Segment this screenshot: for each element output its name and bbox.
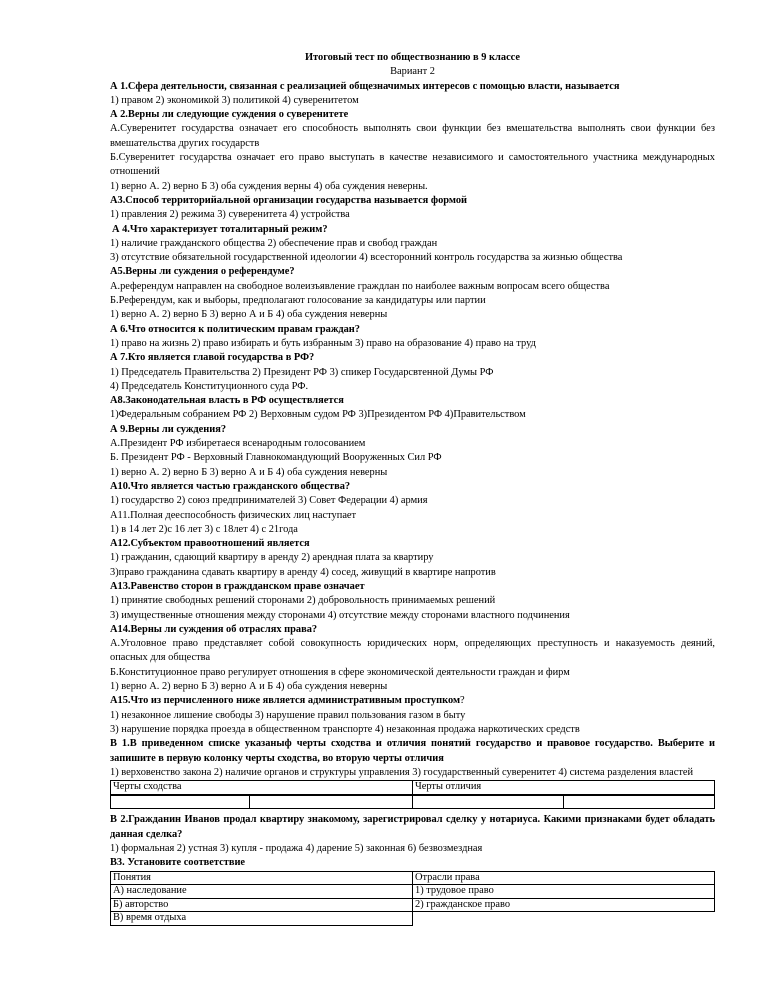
answers-a4-line2: 3) отсутствие обязательной государственной идеологии 4) всесторонний контроль государства за жизнью общества xyxy=(110,252,623,264)
answers-a9: 1) верно А. 2) верно Б 3) верно А и Б 4) оба суждения неверны xyxy=(110,466,388,478)
table-row xyxy=(111,885,715,899)
question-a8: А8.Законодательная власть в РФ осуществляется xyxy=(110,395,344,407)
table-row xyxy=(111,781,715,795)
b3-concept-1: Б) авторство xyxy=(111,898,413,912)
table-row xyxy=(111,898,715,912)
question-a2: А 2.Верны ли следующие суждения о суверенитете xyxy=(110,109,349,121)
question-a13: А13.Равенство сторон в граждданском праве означает xyxy=(110,580,365,592)
statement-a2-b: Б.Суверенитет государства означает его право выступать в качестве независимого и самостоятельного участника международных отношений xyxy=(110,152,715,178)
b3-match-table xyxy=(110,871,715,926)
question-a7: А 7.Кто является главой государства в РФ? xyxy=(110,352,315,364)
question-a5: А5.Верны ли суждения о референдуме? xyxy=(110,266,295,278)
b3-header-branches: Отрасли права xyxy=(413,871,715,885)
answers-a13-line1: 1) принятие свободных решений сторонами 2) добровольность принимаемых решений xyxy=(110,595,496,607)
answers-a11: 1) в 14 лет 2)с 16 лет 3) с 18лет 4) с 21года xyxy=(110,523,298,535)
answers-a2: 1) верно А. 2) верно Б 3) оба суждения верны 4) оба суждения неверны. xyxy=(110,180,428,192)
question-a15-text: А15.Что из перчисленного ниже является административным проступком xyxy=(110,695,461,707)
question-a14: А14.Верны ли суждения об отраслях права? xyxy=(110,623,318,635)
answers-a4-line1: 1) наличие гражданского общества 2) обеспечение прав и свобод граждан xyxy=(110,237,438,249)
statement-a14-a: А.Уголовное право представляет собой совокупность юридических норм, определяющих преступность и наказуемость деяний, опасных для общества xyxy=(110,638,715,664)
answers-a6: 1) право на жизнь 2) право избирать и буть избранным 3) право на образование 4) право на труд xyxy=(110,337,536,349)
answer-cell[interactable] xyxy=(111,795,250,809)
b1-answer-table xyxy=(110,780,715,795)
table-row xyxy=(111,912,715,926)
b3-concept-0: А) наследование xyxy=(111,885,413,899)
question-b1: В 1.В приведенном списке указаныф черты сходства и отличия понятий государство и правовое государство. Выберите и запишите в первую колонку черты сходства, во вторую черты отличия xyxy=(110,738,715,764)
answer-cell[interactable] xyxy=(563,795,714,809)
document-title: Итоговый тест по обществознанию в 9 классе xyxy=(304,52,521,63)
question-a9: А 9.Верны ли суждения? xyxy=(110,423,227,435)
question-a3: А3.Способ территорийальной организации государства называется формой xyxy=(110,194,468,206)
question-b3: В3. Установите соответствие xyxy=(110,857,246,869)
b1-answer-cells xyxy=(110,795,715,810)
statement-a9-a: А.Президент РФ избиретаеся всенародным голосованием xyxy=(110,438,366,450)
question-a15 xyxy=(110,694,715,708)
answers-a1: 1) правом 2) экономикой 3) политикой 4) суверенитетом xyxy=(110,94,359,106)
answers-a7-line2: 4) Председатель Конституционного суда РФ. xyxy=(110,380,309,392)
statement-a9-b: Б. Президент РФ - Верховный Главнокомандующий Вооруженных Сил РФ xyxy=(110,452,442,464)
question-a15-mark: ? xyxy=(460,695,465,707)
question-a4: А 4.Что характеризует тоталитарный режим? xyxy=(112,223,328,235)
answers-a15-line1: 1) незаконное лишение свободы 3) нарушение правил пользования газом в быту xyxy=(110,709,466,721)
answers-a10: 1) государство 2) союз предпринимателей 3) Совет Федерации 4) армия xyxy=(110,495,428,507)
answer-cell[interactable] xyxy=(412,795,563,809)
answers-a12-line1: 1) гражданин, сдающий квартиру в аренду 2) арендная плата за квартиру xyxy=(110,552,434,564)
question-a1: А 1.Сфера деятельности, связанная с реализацией общезначимых интересов с помощью власти, называется xyxy=(110,80,620,92)
answers-a13-line2: 3) имущественные отношения между сторонами 4) отсутствие между сторонами властного подчинения xyxy=(110,609,570,621)
statement-a5-b: Б.Референдум, как и выборы, предполагают голосование за кандидатуры или партии xyxy=(110,295,486,307)
table-row xyxy=(111,871,715,885)
statement-a14-b: Б.Конституционное право регулирует отношения в сфере экономической деятельности граждан и фирм xyxy=(110,666,570,678)
test-document xyxy=(110,51,715,926)
question-a11: А11.Полная дееспособность физических лиц наступает xyxy=(110,509,357,521)
answers-a8: 1)Федеральным собранием РФ 2) Верховным судом РФ 3)Президентом РФ 4)Правительством xyxy=(110,409,526,421)
answers-b2: 1) формальная 2) устная 3) купля - продажа 4) дарение 5) законная 6) безвозмездная xyxy=(110,842,483,854)
b3-concept-2: В) время отдыха xyxy=(111,912,413,926)
answers-b1: 1) верховенство закона 2) наличие органов и структуры управления 3) государственный суверенитет 4) система разделения властей xyxy=(110,766,694,778)
question-b2: В 2.Гражданин Иванов продал квартиру знакомому, зарегистрировал сделку у нотариуса. Какими признаками будет обладать данная сделка? xyxy=(110,814,715,840)
table-row xyxy=(111,795,715,809)
b3-header-concepts: Понятия xyxy=(111,871,413,885)
question-a10: А10.Что является частью гражданского общества? xyxy=(110,480,351,492)
answers-a14: 1) верно А. 2) верно Б 3) верно А и Б 4) оба суждения неверны xyxy=(110,681,388,693)
statement-a5-a: А.референдум направлен на свободное волеизъявление граждлан по наиболее важным вопросам всего общества xyxy=(110,280,610,292)
answer-cell[interactable] xyxy=(249,795,412,809)
answers-a12-line2: 3)право гражданина сдавать квартиру в аренду 4) сосед, живущий в квартире напротив xyxy=(110,566,496,578)
b3-branch-0: 1) трудовое право xyxy=(413,885,715,899)
b3-branch-1: 2) гражданское право xyxy=(413,898,715,912)
question-a6: А 6.Что относится к политическим правам граждан? xyxy=(110,323,360,335)
statement-a2-a: А.Суверенитет государства означает его способность выполнять свои функции без вмешательства выполнять свои функции без вмешательства других государств xyxy=(110,123,715,149)
answers-a3: 1) правления 2) режима 3) суверенитета 4) устройства xyxy=(110,209,350,221)
answers-a7-line1: 1) Председатель Правительства 2) Президент РФ 3) спикер Государсвтенной Думы РФ xyxy=(110,366,494,378)
answers-a5: 1) верно А. 2) верно Б 3) верно А и Б 4) оба суждения неверны xyxy=(110,309,388,321)
b3-empty-cell xyxy=(413,912,715,926)
b1-col-similar: Черты сходства xyxy=(111,781,413,795)
variant-label: Вариант 2 xyxy=(390,66,435,78)
b1-col-different: Черты отличия xyxy=(413,781,715,795)
question-a12: А12.Субъектом правоотношений является xyxy=(110,538,310,550)
answers-a15-line2: 3) нарушение порядка проезда в общественном транспорте 4) незаконная продажа наркотических средств xyxy=(110,723,580,735)
